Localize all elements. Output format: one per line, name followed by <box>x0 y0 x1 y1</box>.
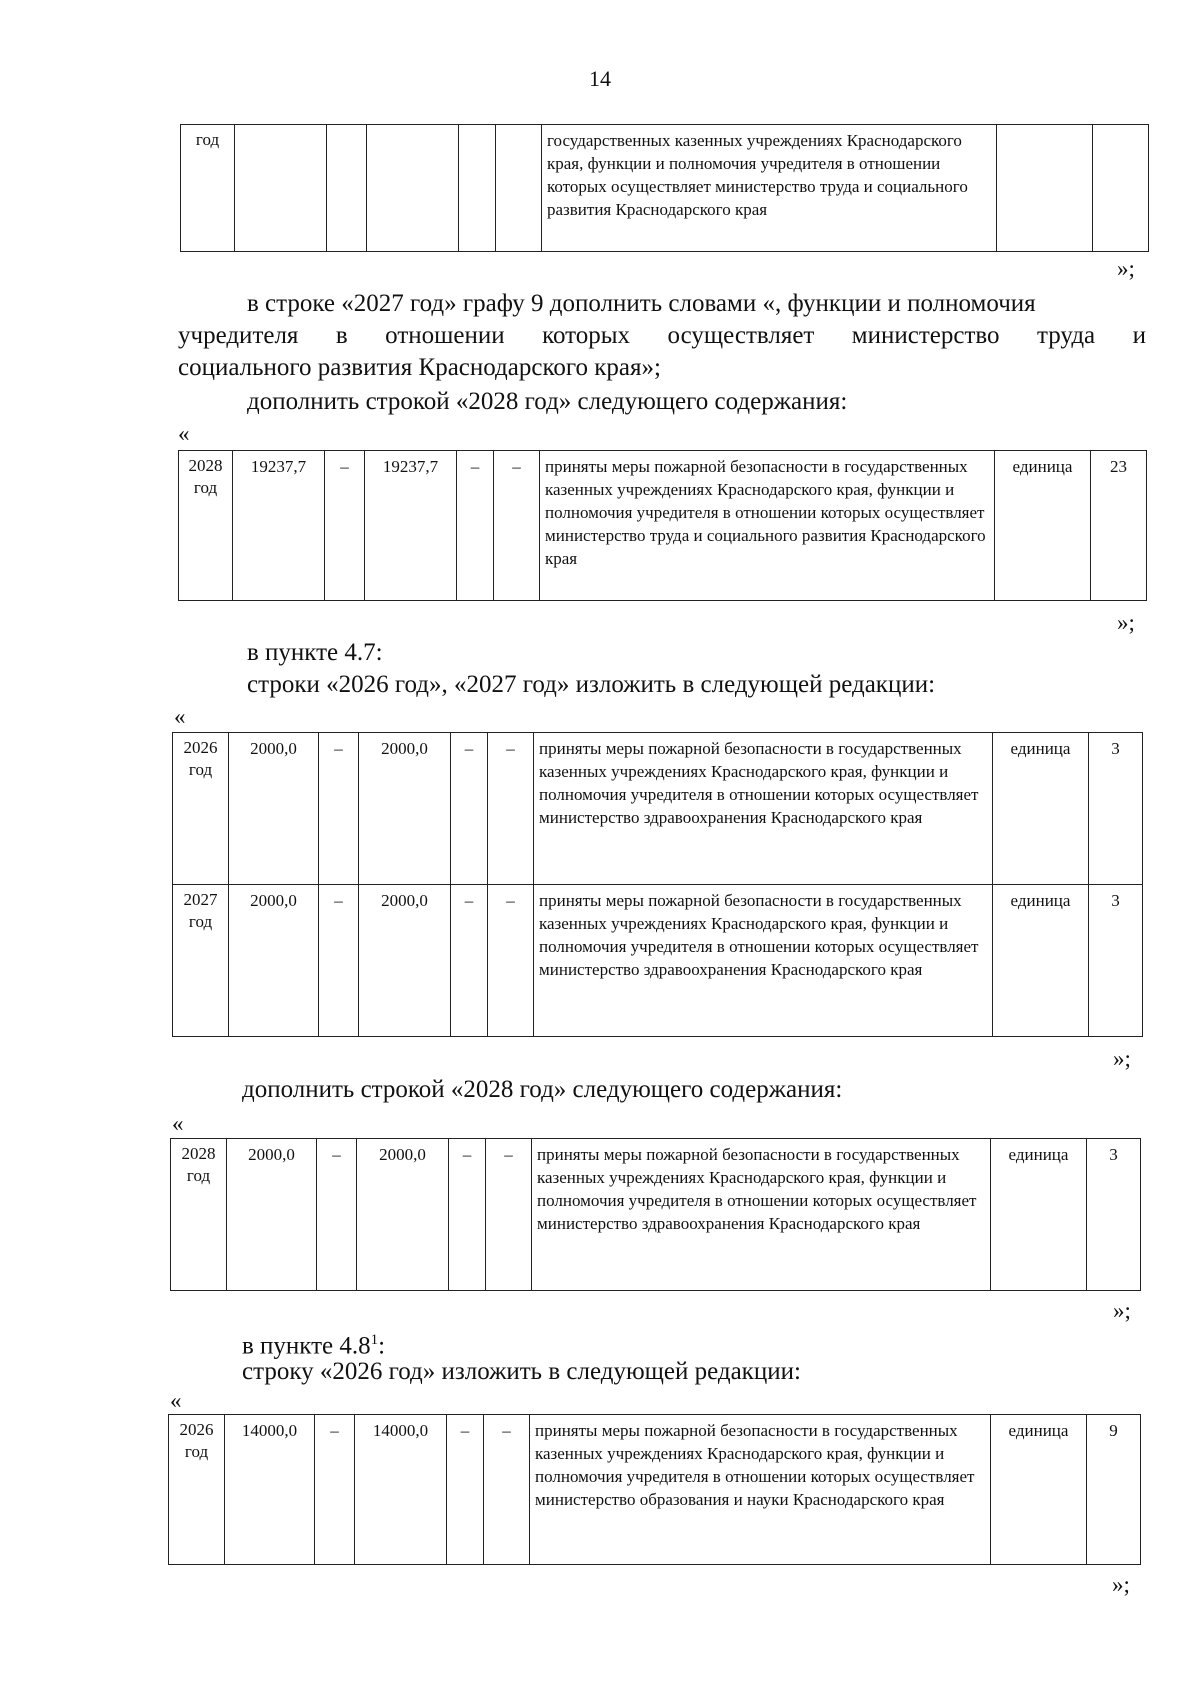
table-row <box>179 451 1147 601</box>
unit-cell: единица <box>991 1139 1087 1291</box>
table-4-7 <box>172 732 1143 1037</box>
col5-cell: – <box>451 885 488 1037</box>
total-cell: 2000,0 <box>229 885 319 1037</box>
paragraph-text: в пункте 4.8 <box>242 1332 371 1360</box>
col6-cell: – <box>486 1139 532 1291</box>
paragraph: в пункте 4.7: <box>247 639 383 666</box>
paragraph: дополнить строкой «2028 год» следующего содержания: <box>242 1076 843 1103</box>
qty-cell: 9 <box>1087 1415 1141 1565</box>
col4-cell <box>367 125 459 252</box>
unit-cell <box>997 125 1093 252</box>
qty-cell <box>1093 125 1149 252</box>
qty-cell: 23 <box>1091 451 1147 601</box>
closing-quote: »; <box>1112 1572 1130 1597</box>
description-cell: приняты меры пожарной безопасности в государственных казенных учреждениях Краснодарского края, функции и полномочия учредителя в отношении которых осуществляет министерство здравоохранения Краснодарского края <box>534 733 993 885</box>
closing-quote: »; <box>1113 1046 1131 1071</box>
paragraph-line: социального развития Краснодарского края»; <box>178 354 661 381</box>
unit-cell: единица <box>991 1415 1087 1565</box>
table-row <box>173 733 1143 885</box>
page-number: 14 <box>589 66 611 91</box>
opening-quote: « <box>178 421 190 446</box>
year-cell: 2028 год <box>179 451 233 601</box>
col5-cell: – <box>447 1415 484 1565</box>
col5-cell <box>459 125 496 252</box>
year-cell: 2026 год <box>169 1415 225 1565</box>
qty-cell: 3 <box>1087 1139 1141 1291</box>
col3-cell: – <box>315 1415 355 1565</box>
description-cell: приняты меры пожарной безопасности в государственных казенных учреждениях Краснодарского края, функции и полномочия учредителя в отношении которых осуществляет министерство образования и науки Краснодарского края <box>530 1415 991 1565</box>
table-2028-health <box>170 1138 1141 1291</box>
total-cell: 2000,0 <box>227 1139 317 1291</box>
paragraph: строку «2026 год» изложить в следующей редакции: <box>242 1358 801 1385</box>
paragraph: строки «2026 год», «2027 год» изложить в следующей редакции: <box>247 671 936 698</box>
col4-cell: 14000,0 <box>355 1415 447 1565</box>
unit-cell: единица <box>995 451 1091 601</box>
table-row <box>173 885 1143 1037</box>
col4-cell: 19237,7 <box>365 451 457 601</box>
table-row <box>181 125 1149 252</box>
table-4-8-1 <box>168 1414 1141 1565</box>
closing-quote: »; <box>1117 610 1135 635</box>
description-cell: приняты меры пожарной безопасности в государственных казенных учреждениях Краснодарского края, функции и полномочия учредителя в отношении которых осуществляет министерство труда и социального развития Краснодарского края <box>540 451 995 601</box>
col4-cell: 2000,0 <box>357 1139 449 1291</box>
col6-cell: – <box>488 733 534 885</box>
total-cell: 14000,0 <box>225 1415 315 1565</box>
col5-cell: – <box>457 451 494 601</box>
col3-cell <box>327 125 367 252</box>
opening-quote: « <box>172 1111 184 1136</box>
unit-cell: единица <box>993 885 1089 1037</box>
table-row <box>169 1415 1141 1565</box>
col3-cell: – <box>317 1139 357 1291</box>
total-cell: 19237,7 <box>233 451 325 601</box>
col6-cell <box>496 125 542 252</box>
year-cell: 2028 год <box>171 1139 227 1291</box>
total-cell: 2000,0 <box>229 733 319 885</box>
col3-cell: – <box>325 451 365 601</box>
table-row <box>171 1139 1141 1291</box>
qty-cell: 3 <box>1089 885 1143 1037</box>
paragraph-line: учредителя в отношении которых осуществляет министерство труда и <box>178 322 1146 349</box>
description-cell: государственных казенных учреждениях Краснодарского края, функции и полномочия учредителя в отношении которых осуществляет министерство труда и социального развития Краснодарского края <box>542 125 997 252</box>
col6-cell: – <box>484 1415 530 1565</box>
col5-cell: – <box>451 733 488 885</box>
closing-quote: »; <box>1113 1298 1131 1323</box>
col6-cell: – <box>494 451 540 601</box>
superscript: 1 <box>370 1332 379 1348</box>
opening-quote: « <box>174 704 186 729</box>
col6-cell: – <box>488 885 534 1037</box>
description-cell: приняты меры пожарной безопасности в государственных казенных учреждениях Краснодарского края, функции и полномочия учредителя в отношении которых осуществляет министерство здравоохранения Краснодарского края <box>532 1139 991 1291</box>
col4-cell: 2000,0 <box>359 885 451 1037</box>
unit-cell: единица <box>993 733 1089 885</box>
year-cell: год <box>181 125 235 252</box>
col3-cell: – <box>319 885 359 1037</box>
total-cell <box>235 125 327 252</box>
closing-quote: »; <box>1117 256 1135 281</box>
year-cell: 2026 год <box>173 733 229 885</box>
description-cell: приняты меры пожарной безопасности в государственных казенных учреждениях Краснодарского края, функции и полномочия учредителя в отношении которых осуществляет министерство здравоохранения Краснодарского края <box>534 885 993 1037</box>
paragraph-line: в строке «2027 год» графу 9 дополнить словами «, функции и полномочия <box>247 290 1036 317</box>
year-cell: 2027 год <box>173 885 229 1037</box>
table-2028-social <box>178 450 1147 601</box>
top-table <box>180 124 1149 252</box>
col5-cell: – <box>449 1139 486 1291</box>
opening-quote: « <box>170 1388 182 1413</box>
qty-cell: 3 <box>1089 733 1143 885</box>
paragraph: дополнить строкой «2028 год» следующего содержания: <box>247 388 848 415</box>
col4-cell: 2000,0 <box>359 733 451 885</box>
paragraph-text: : <box>378 1332 386 1360</box>
col3-cell: – <box>319 733 359 885</box>
